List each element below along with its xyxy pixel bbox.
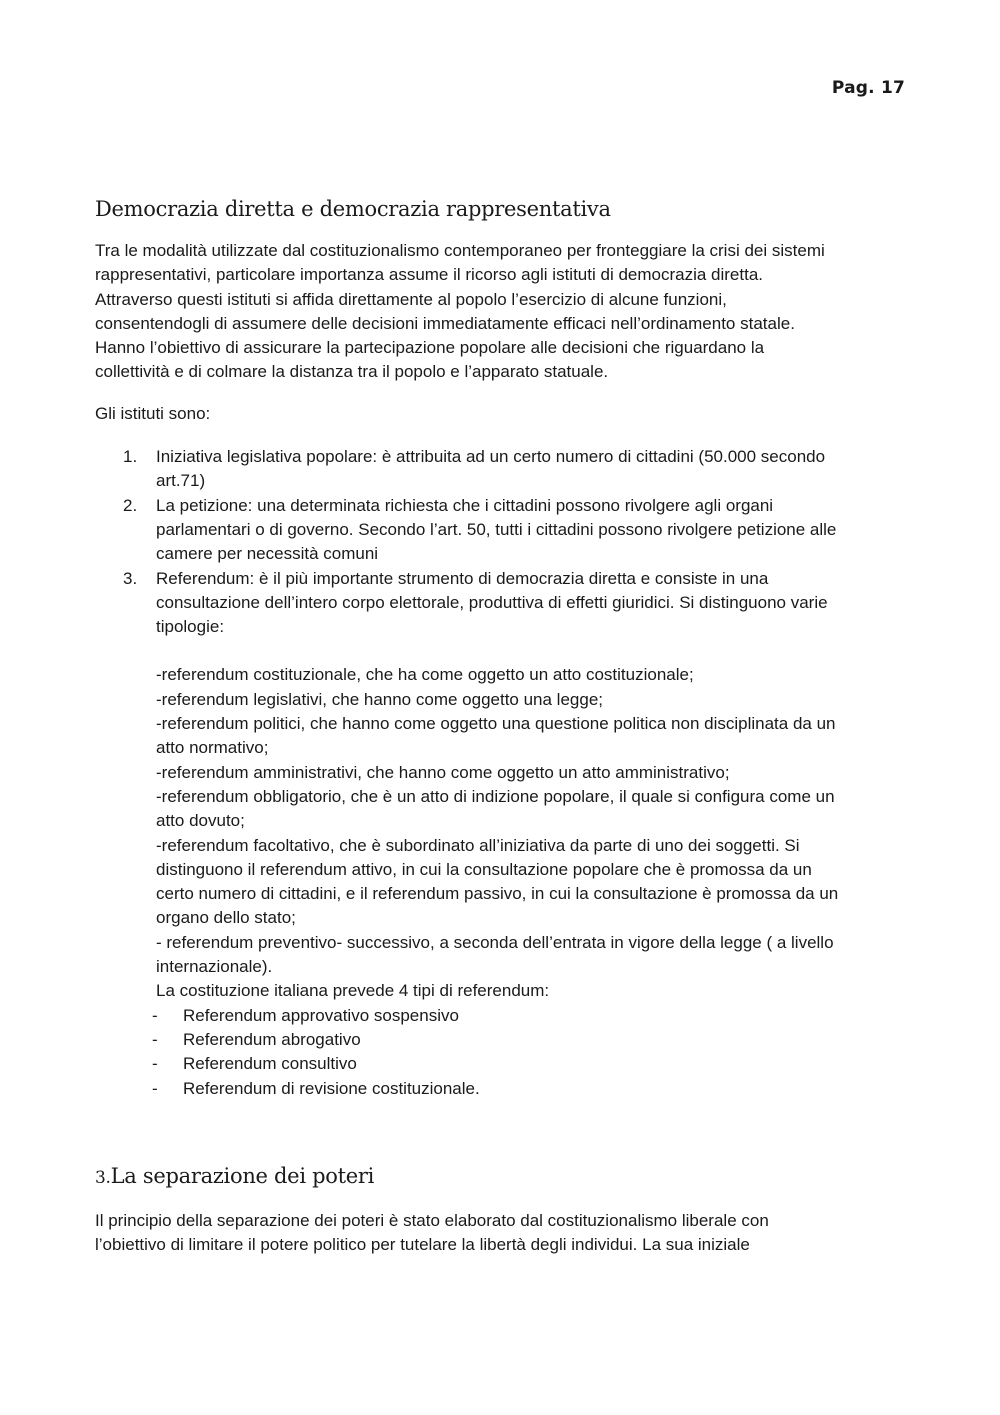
- institutes-lead: Gli istituti sono:: [95, 403, 211, 423]
- typology-line: distinguono il referendum attivo, in cui la consultazione popolare che è promossa da un: [156, 859, 812, 879]
- list-line: Iniziativa legislativa popolare: è attribuita ad un certo numero di cittadini (50.000 secondo: [156, 447, 826, 467]
- list-line: parlamentari o di governo. Secondo l’art. 50, tutti i cittadini possono rivolgere petizione alle: [156, 519, 837, 539]
- referendum-typologies: [156, 663, 910, 1003]
- list-item: [95, 1028, 910, 1052]
- list-line: Referendum: è il più importante strumento di democrazia diretta e consiste in una: [156, 568, 769, 588]
- document-body: [95, 194, 910, 1257]
- typology-line: -referendum legislativi, che hanno come oggetto una legge;: [156, 689, 604, 709]
- intro-line: consentendogli di assumere delle decisioni immediatamente efficaci nell’ordinamento statale.: [95, 313, 795, 333]
- italian-referendum-kinds: [95, 1004, 910, 1101]
- kind-label: Referendum di revisione costituzionale.: [183, 1078, 480, 1098]
- typology-line: organo dello stato;: [156, 908, 296, 928]
- intro-line: Attraverso questi istituti si affida direttamente al popolo l’esercizio di alcune funzioni,: [95, 289, 727, 309]
- section-title-separazione: [95, 1161, 910, 1193]
- list-item: [95, 1077, 910, 1101]
- intro-line: collettività e di colmare la distanza tra il popolo e l’apparato statuale.: [95, 362, 609, 382]
- page-number: Pag. 17: [831, 78, 905, 98]
- institutes-list: [95, 445, 910, 1004]
- intro-line: Hanno l’obiettivo di assicurare la partecipazione popolare alle decisioni che riguardano la: [95, 338, 765, 358]
- section-number: 3.: [95, 1167, 111, 1188]
- typology-line: -referendum amministrativi, che hanno come oggetto un atto amministrativo;: [156, 762, 730, 782]
- list-line: consultazione dell’intero corpo elettorale, produttiva di effetti giuridici. Si distinguono varie: [156, 592, 828, 612]
- section-title-text: La separazione dei poteri: [110, 1163, 375, 1188]
- typology-line: -referendum facoltativo, che è subordinato all’iniziativa da parte di uno dei soggetti. Si: [156, 835, 800, 855]
- typology-line: internazionale).: [156, 957, 273, 977]
- list-item: [95, 494, 910, 567]
- list-item: [95, 445, 910, 494]
- separazione-paragraph: [95, 1209, 910, 1258]
- list-item: [95, 567, 910, 1004]
- typology-line: -referendum obbligatorio, che è un atto di indizione popolare, il quale si configura come un: [156, 786, 835, 806]
- typology-line: certo numero di cittadini, e il referendum passivo, in cui la consultazione è promossa da un: [156, 884, 839, 904]
- list-item: [95, 1004, 910, 1028]
- kind-label: Referendum abrogativo: [183, 1029, 361, 1049]
- typology-line: atto dovuto;: [156, 811, 245, 831]
- list-line: La petizione: una determinata richiesta che i cittadini possono rivolgere agli organi: [156, 495, 774, 515]
- list-number: 3.: [123, 568, 138, 588]
- kind-label: Referendum approvativo sospensivo: [183, 1005, 459, 1025]
- typology-line: La costituzione italiana prevede 4 tipi di referendum:: [156, 981, 550, 1001]
- list-number: 2.: [123, 495, 138, 515]
- dash-bullet: -: [152, 1078, 158, 1098]
- list-line: tipologie:: [156, 617, 225, 637]
- list-line: camere per necessità comuni: [156, 544, 379, 564]
- intro-paragraph: [95, 239, 910, 385]
- typology-line: - referendum preventivo- successivo, a seconda dell’entrata in vigore della legge ( a livello: [156, 932, 834, 952]
- typology-line: atto normativo;: [156, 738, 269, 758]
- dash-bullet: -: [152, 1005, 158, 1025]
- typology-line: -referendum costituzionale, che ha come oggetto un atto costituzionale;: [156, 665, 694, 685]
- list-item: [95, 1052, 910, 1076]
- dash-bullet: -: [152, 1054, 158, 1074]
- typology-line: -referendum politici, che hanno come oggetto una questione politica non disciplinata da un: [156, 714, 836, 734]
- dash-bullet: -: [152, 1029, 158, 1049]
- list-line: art.71): [156, 471, 206, 491]
- section-title-democrazia: Democrazia diretta e democrazia rappresentativa: [95, 197, 611, 221]
- intro-line: rappresentativi, particolare importanza assume il ricorso agli istituti di democrazia diretta.: [95, 265, 764, 285]
- paragraph-line: Il principio della separazione dei poteri è stato elaborato dal costituzionalismo liberale con: [95, 1210, 769, 1230]
- kind-label: Referendum consultivo: [183, 1054, 357, 1074]
- intro-line: Tra le modalità utilizzate dal costituzionalismo contemporaneo per fronteggiare la crisi dei sistemi: [95, 241, 825, 260]
- list-number: 1.: [123, 447, 138, 467]
- paragraph-line: l’obiettivo di limitare il potere politico per tutelare la libertà degli individui. La sua iniziale: [95, 1235, 750, 1255]
